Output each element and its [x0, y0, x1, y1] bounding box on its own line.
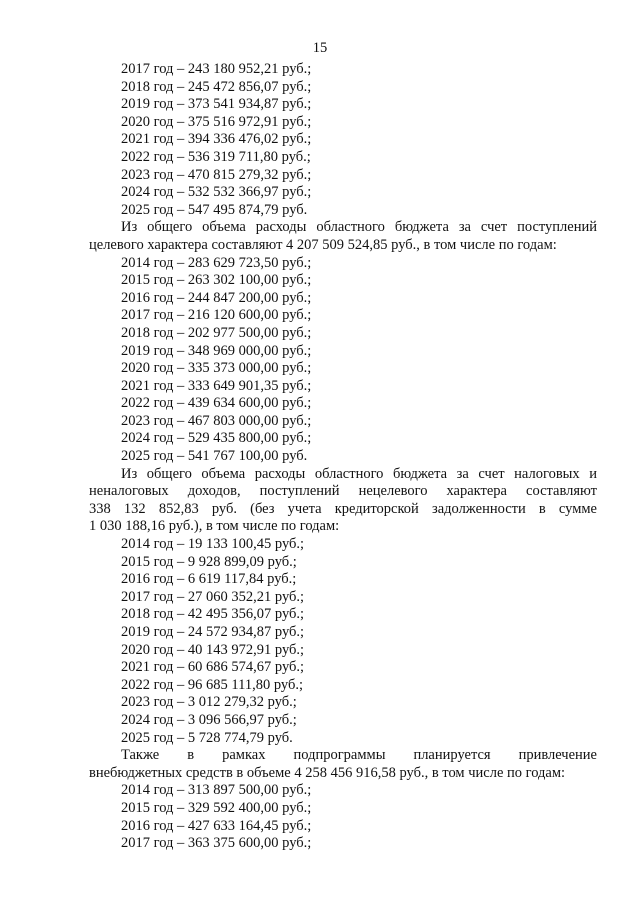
page-number: 15	[312, 40, 328, 56]
year-line: 2023 год – 3 012 279,32 руб.;	[121, 694, 297, 711]
year-line: 2020 год – 40 143 972,91 руб.;	[121, 641, 305, 658]
year-line: 2016 год – 244 847 200,00 руб.;	[121, 289, 312, 306]
year-line: 2016 год – 427 633 164,45 руб.;	[121, 817, 312, 834]
year-line: 2019 год – 373 541 934,87 руб.;	[121, 96, 312, 113]
year-line: 2019 год – 24 572 934,87 руб.;	[121, 624, 305, 640]
year-line: 2025 год – 547 495 874,79 руб.	[121, 201, 308, 218]
paragraph-line: Также в рамках подпрограммы планируется привлечение	[121, 747, 597, 764]
paragraph-tax-revenue	[89, 466, 597, 536]
year-line: 2023 год – 470 815 279,32 руб.;	[121, 166, 312, 183]
year-line: 2021 год – 333 649 901,35 руб.;	[121, 377, 312, 394]
year-list-extrabudgetary	[89, 782, 597, 852]
year-line: 2021 год – 394 336 476,02 руб.;	[121, 131, 312, 148]
year-line: 2014 год – 283 629 723,50 руб.;	[121, 254, 312, 271]
paragraph-line: Из общего объема расходы областного бюджета за счет поступлений	[121, 219, 597, 236]
paragraph-line: 1 030 188,16 руб.), в том числе по годам:	[89, 518, 340, 535]
paragraph-line: целевого характера составляют 4 207 509 524,85 руб., в том числе по годам:	[89, 236, 557, 253]
year-line: 2024 год – 532 532 366,97 руб.;	[121, 184, 312, 201]
year-line: 2017 год – 27 060 352,21 руб.;	[121, 588, 305, 605]
paragraph-line: Из общего объема расходы областного бюджета за счет налоговых и	[121, 465, 597, 482]
year-list-total	[89, 61, 597, 219]
year-line: 2021 год – 60 686 574,67 руб.;	[121, 659, 305, 676]
year-line: 2020 год – 375 516 972,91 руб.;	[121, 113, 312, 130]
year-line: 2016 год – 6 619 117,84 руб.;	[121, 571, 297, 588]
year-line: 2020 год – 335 373 000,00 руб.;	[121, 360, 312, 377]
paragraph-targeted-revenue	[89, 219, 597, 254]
year-line: 2018 год – 42 495 356,07 руб.;	[121, 606, 305, 623]
page-content	[89, 61, 597, 853]
year-line: 2019 год – 348 969 000,00 руб.;	[121, 342, 312, 359]
year-line: 2014 год – 313 897 500,00 руб.;	[121, 782, 312, 799]
year-line: 2018 год – 245 472 856,07 руб.;	[121, 78, 312, 95]
year-line: 2023 год – 467 803 000,00 руб.;	[121, 412, 312, 429]
year-line: 2025 год – 541 767 100,00 руб.	[121, 448, 308, 465]
year-line: 2015 год – 9 928 899,09 руб.;	[121, 553, 297, 570]
year-line: 2017 год – 243 180 952,21 руб.;	[121, 61, 312, 77]
paragraph-extrabudgetary	[89, 747, 597, 782]
paragraph-line: неналоговых доходов, поступлений нецелевого характера составляют	[89, 483, 597, 500]
year-line: 2015 год – 263 302 100,00 руб.;	[121, 272, 312, 289]
year-line: 2022 год – 96 685 111,80 руб.;	[121, 676, 303, 693]
year-line: 2024 год – 529 435 800,00 руб.;	[121, 430, 312, 447]
year-line: 2017 год – 363 375 600,00 руб.;	[121, 835, 312, 852]
year-line: 2014 год – 19 133 100,45 руб.;	[121, 536, 305, 553]
paragraph-line: 338 132 852,83 руб. (без учета кредиторской задолженности в сумме	[89, 500, 597, 517]
year-line: 2018 год – 202 977 500,00 руб.;	[121, 324, 312, 341]
year-line: 2015 год – 329 592 400,00 руб.;	[121, 799, 312, 816]
year-line: 2022 год – 536 319 711,80 руб.;	[121, 148, 311, 165]
paragraph-line: внебюджетных средств в объеме 4 258 456 916,58 руб., в том числе по годам:	[89, 764, 566, 781]
year-list-targeted	[89, 255, 597, 466]
year-line: 2024 год – 3 096 566,97 руб.;	[121, 711, 297, 728]
year-list-tax	[89, 536, 597, 747]
year-line: 2017 год – 216 120 600,00 руб.;	[121, 307, 312, 324]
year-line: 2025 год – 5 728 774,79 руб.	[121, 729, 293, 746]
year-line: 2022 год – 439 634 600,00 руб.;	[121, 395, 312, 412]
